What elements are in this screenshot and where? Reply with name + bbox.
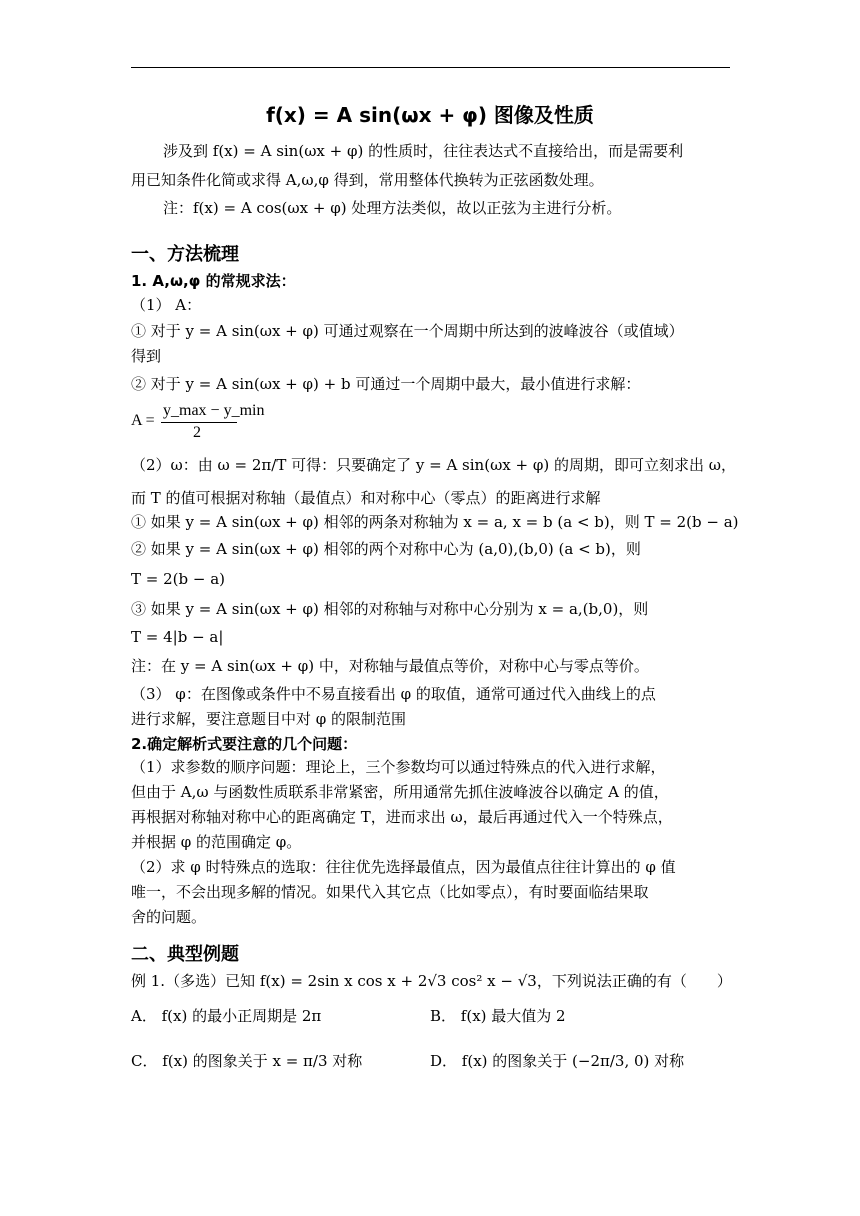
item-A-rule-1-cont: 得到 [131,347,162,365]
item-omega-rule-2-cont: T = 2(b − a) [131,570,226,588]
item-omega-rule-1: ① 如果 y = A sin(ωx + φ) 相邻的两条对称轴为 x = a, x = b (a < b)，则 T = 2(b − a) [131,513,739,531]
option-a: A． f(x) 的最小正周期是 2π [131,1007,322,1025]
note-equivalence: 注：在 y = A sin(ωx + φ) 中，对称轴与最值点等价，对称中心与零点等价。 [131,657,649,675]
section-heading-methods: 一、方法梳理 [131,244,239,265]
subheading-params: 1. A,ω,φ 的常规求法： [131,272,296,290]
intro-line-1: 涉及到 f(x) = A sin(ωx + φ) 的性质时，往往表达式不直接给出，而是需要利 [163,142,684,160]
point-1-line-4: 并根据 φ 的范围确定 φ。 [131,833,302,851]
item-omega-line-1: （2）ω：由 ω = 2π/T 可得：只要确定了 y = A sin(ωx + φ) 的周期，即可立刻求出 ω， [131,456,736,474]
page-title: f(x) = A sin(ωx + φ) 图像及性质 [266,103,594,127]
point-2-line-1: （2）求 φ 时特殊点的选取：往往优先选择最值点，因为最值点往往计算出的 φ 值 [131,858,676,876]
point-2-line-2: 唯一，不会出现多解的情况。如果代入其它点（比如零点），有时要面临结果取 [131,883,649,901]
item-omega-line-2: 而 T 的值可根据对称轴（最值点）和对称中心（零点）的距离进行求解 [131,489,601,507]
item-omega-rule-2: ② 如果 y = A sin(ωx + φ) 相邻的两个对称中心为 (a,0),(b,0) (a < b)，则 [131,540,641,558]
item-A-rule-1: ① 对于 y = A sin(ωx + φ) 可通过观察在一个周期中所达到的波峰波谷（或值域） [131,322,684,340]
fraction-bar [161,422,237,423]
formula-lhs: A = [131,412,155,429]
option-d: D． f(x) 的图象关于 (−2π/3, 0) 对称 [430,1052,685,1070]
subheading-notes: 2.确定解析式要注意的几个问题： [131,735,358,753]
formula-denominator: 2 [193,424,201,441]
option-b: B． f(x) 最大值为 2 [430,1007,566,1025]
example-1-question: 例 1.（多选）已知 f(x) = 2sin x cos x + 2√3 cos² x − √3，下列说法正确的有（ ） [131,972,732,990]
intro-note: 注：f(x) = A cos(ωx + φ) 处理方法类似，故以正弦为主进行分析。 [163,199,622,217]
formula-numerator: y_max − y_min [163,402,265,419]
item-A-rule-2: ② 对于 y = A sin(ωx + φ) + b 可通过一个周期中最大，最小值进行求解： [131,375,641,393]
option-c: C． f(x) 的图象关于 x = π/3 对称 [131,1052,363,1070]
item-A-label: （1） A： [131,296,202,314]
point-1-line-1: （1）求参数的顺序问题：理论上，三个参数均可以通过特殊点的代入进行求解， [131,758,666,776]
point-2-line-3: 舍的问题。 [131,908,207,926]
item-phi-line-2: 进行求解，要注意题目中对 φ 的限制范围 [131,710,407,728]
point-1-line-2: 但由于 A,ω 与函数性质联系非常紧密，所用通常先抓住波峰波谷以确定 A 的值， [131,783,669,801]
section-heading-examples: 二、典型例题 [131,944,239,965]
point-1-line-3: 再根据对称轴对称中心的距离确定 T，进而求出 ω，最后再通过代入一个特殊点， [131,808,673,826]
item-omega-rule-3-cont: T = 4|b − a| [131,628,224,646]
amplitude-formula [131,402,331,448]
header-rule [131,67,730,68]
item-phi-line-1: （3） φ：在图像或条件中不易直接看出 φ 的取值，通常可通过代入曲线上的点 [131,685,656,703]
intro-line-2: 用已知条件化简或求得 A,ω,φ 得到，常用整体代换转为正弦函数处理。 [131,171,604,189]
item-omega-rule-3: ③ 如果 y = A sin(ωx + φ) 相邻的对称轴与对称中心分别为 x = a,(b,0)，则 [131,600,649,618]
